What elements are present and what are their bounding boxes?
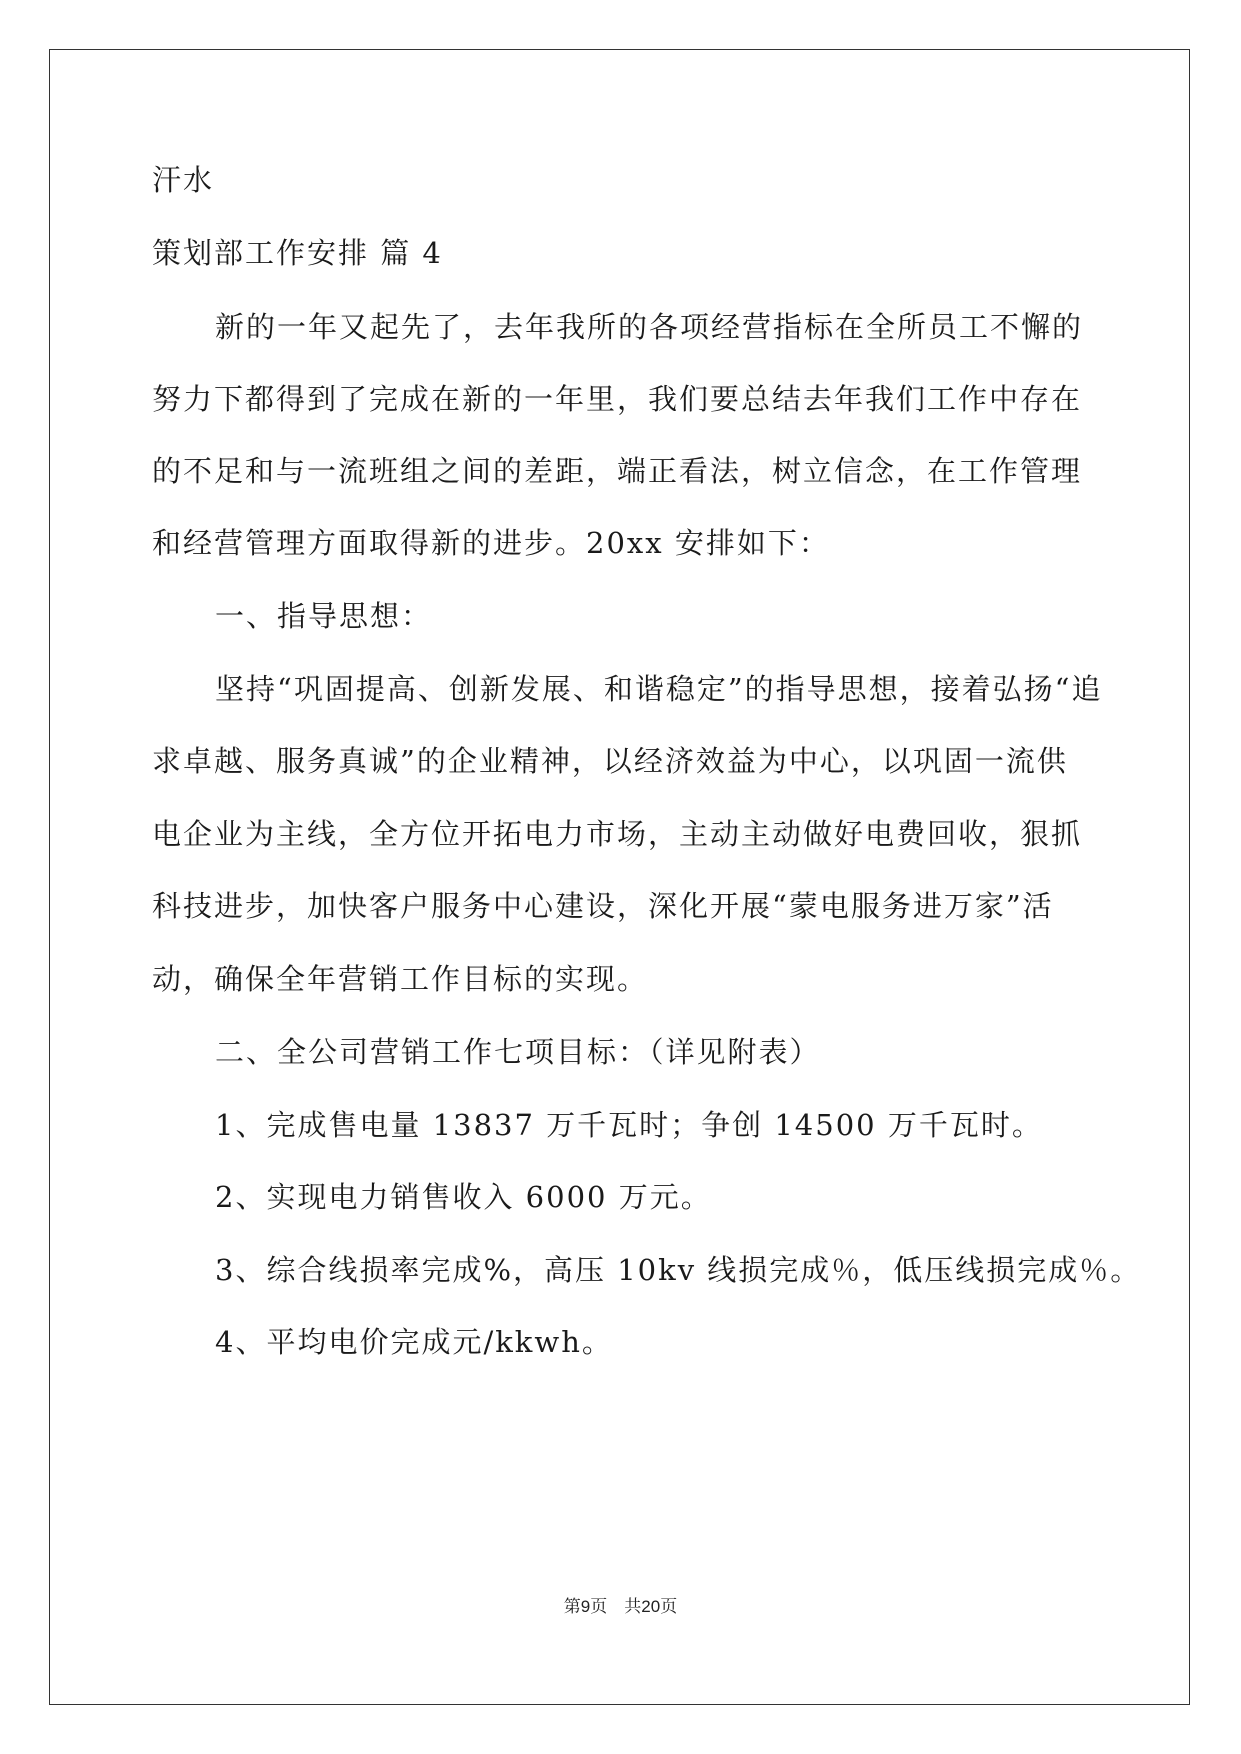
paragraph-line: 的不足和与一流班组之间的差距，端正看法，树立信念，在工作管理 (152, 454, 1083, 488)
subheading: 二、全公司营销工作七项目标：（详见附表） (215, 1035, 821, 1069)
page-border (49, 49, 1190, 1705)
paragraph-line: 努力下都得到了完成在新的一年里，我们要总结去年我们工作中存在 (152, 382, 1083, 416)
subheading: 一、指导思想： (215, 599, 433, 633)
total-pages: 20 (641, 1597, 661, 1616)
footer-suffix: 页 (660, 1597, 678, 1617)
footer-mid: 页 共 (590, 1597, 642, 1617)
page-number: 9 (580, 1597, 591, 1616)
list-item: 4、平均电价完成元/kkwh。 (215, 1325, 613, 1359)
section-heading: 策划部工作安排 篇 4 (152, 236, 443, 270)
paragraph-line: 坚持“巩固提高、创新发展、和谐稳定”的指导思想，接着弘扬“追 (215, 672, 1103, 706)
paragraph-line: 求卓越、服务真诚”的企业精神，以经济效益为中心，以巩固一流供 (152, 744, 1068, 778)
list-item: 2、实现电力销售收入 6000 万元。 (215, 1180, 712, 1214)
paragraph-line: 动，确保全年营销工作目标的实现。 (152, 962, 649, 996)
text-line: 汗水 (152, 163, 215, 197)
list-item: 1、完成售电量 13837 万千瓦时；争创 14500 万千瓦时。 (215, 1108, 1043, 1142)
paragraph-line: 新的一年又起先了，去年我所的各项经营指标在全所员工不懈的 (215, 310, 1084, 344)
paragraph-line: 和经营管理方面取得新的进步。20xx 安排如下： (152, 526, 830, 560)
paragraph-line: 电企业为主线，全方位开拓电力市场，主动主动做好电费回收，狠抓 (152, 817, 1083, 851)
paragraph-line: 科技进步，加快客户服务中心建设，深化开展“蒙电服务进万家”活 (152, 889, 1054, 923)
footer-prefix: 第 (563, 1597, 581, 1617)
list-item: 3、综合线损率完成%，高压 10kv 线损完成％，低压线损完成％。 (215, 1253, 1142, 1287)
page-footer (0, 1592, 1241, 1617)
